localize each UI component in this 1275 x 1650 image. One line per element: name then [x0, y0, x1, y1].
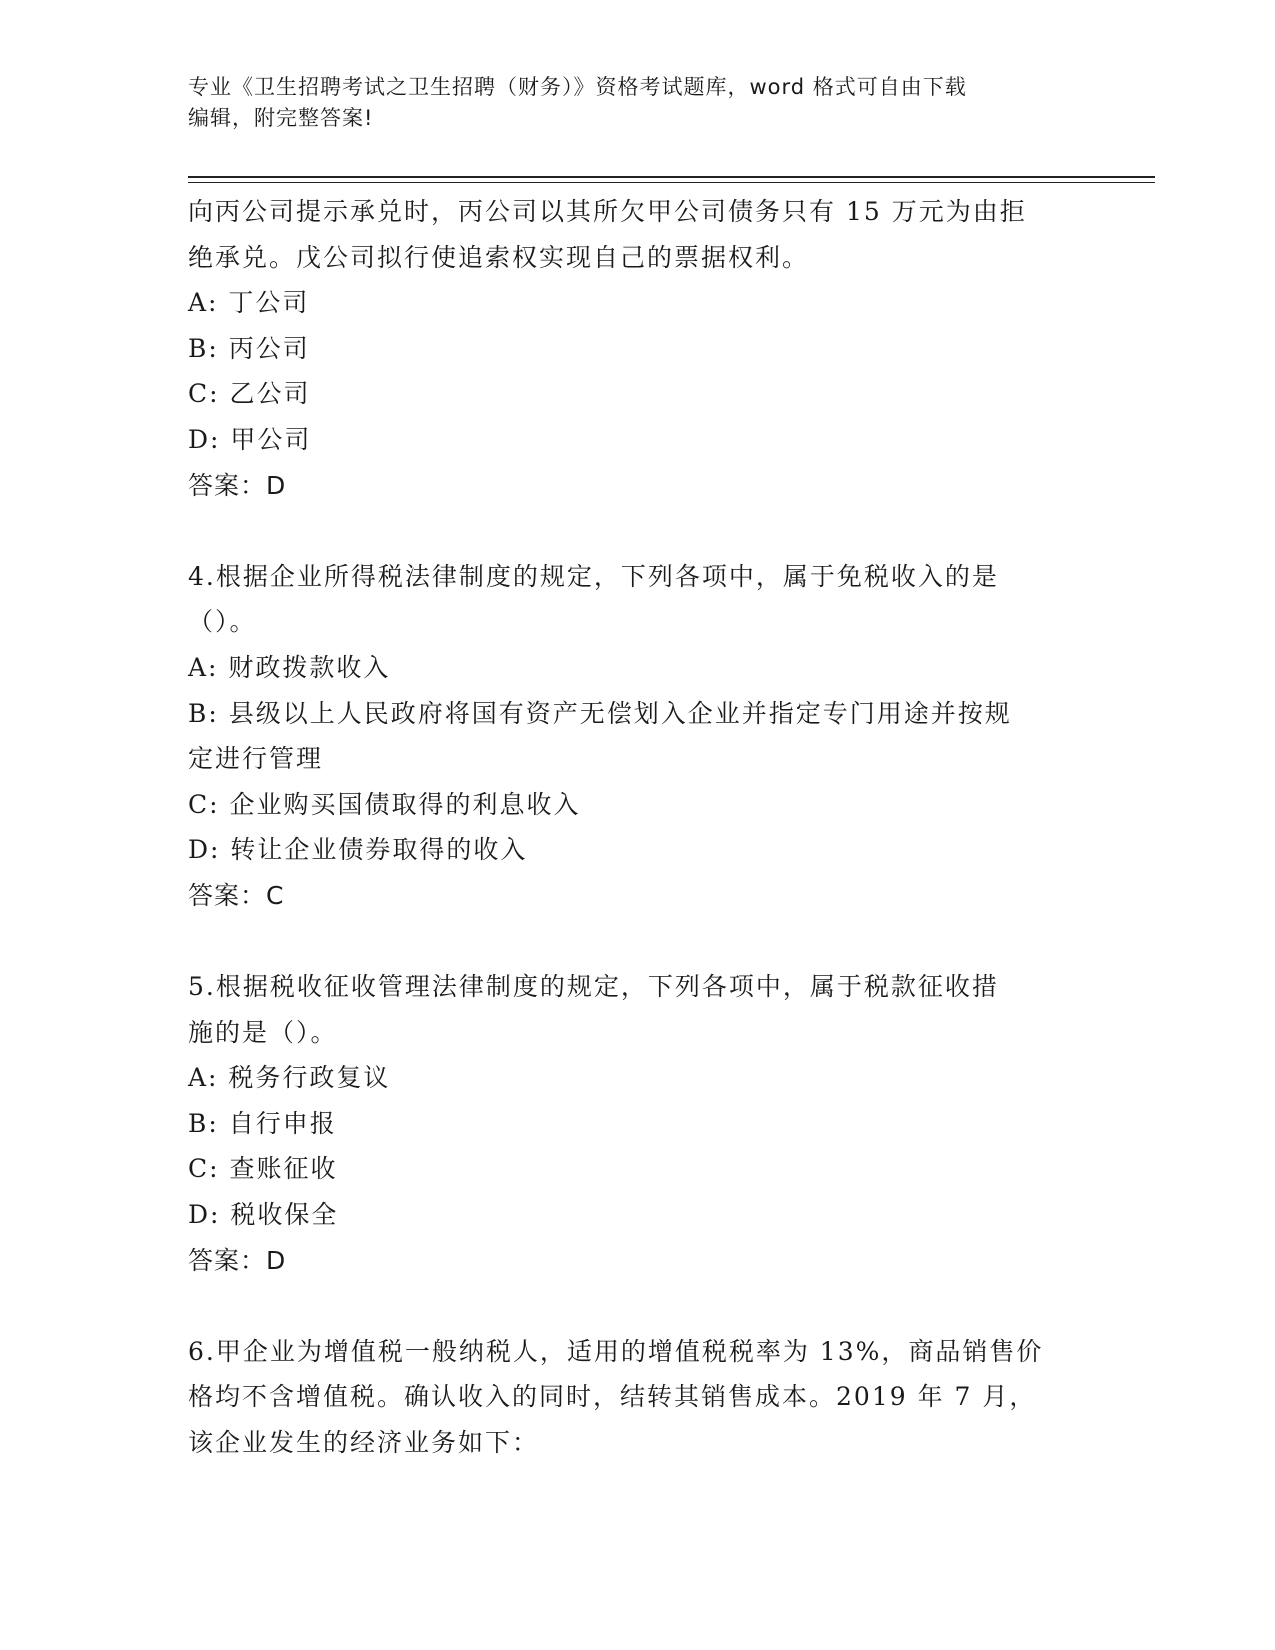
question-4 — [188, 554, 1088, 919]
question-5-option-d: D: 税收保全 — [188, 1200, 339, 1230]
question-3-stem-line-2: 绝承兑。戊公司拟行使追索权实现自己的票据权利。 — [188, 242, 810, 272]
question-3-stem-line-1: 向丙公司提示承兑时，丙公司以其所欠甲公司债务只有 15 万元为由拒 — [188, 197, 1027, 226]
header-divider-thin — [188, 182, 1155, 183]
question-5-stem-line-1: 5.根据税收征收管理法律制度的规定，下列各项中，属于税款征收措 — [188, 972, 999, 1002]
question-6-stem-line-2: 格均不含增值税。确认收入的同时，结转其销售成本。2019 年 7 月， — [188, 1382, 1037, 1412]
question-5 — [188, 964, 1088, 1283]
question-4-option-b-line-1: B: 县级以上人民政府将国有资产无偿划入企业并指定专门用途并按规 — [188, 698, 1012, 728]
question-4-stem-line-1: 4.根据企业所得税法律制度的规定，下列各项中，属于免税收入的是 — [188, 561, 999, 591]
question-list — [188, 189, 1088, 1466]
question-5-option-c: C: 查账征收 — [188, 1154, 338, 1184]
spacer — [188, 1283, 1088, 1329]
question-3-option-d: D: 甲公司 — [188, 424, 312, 454]
question-4-option-d: D: 转让企业债券取得的收入 — [188, 835, 528, 865]
spacer — [188, 508, 1088, 554]
question-5-stem-line-2: 施的是（）。 — [188, 1017, 338, 1047]
question-5-option-a: A: 税务行政复议 — [188, 1063, 391, 1093]
question-4-option-b-line-2: 定进行管理 — [188, 744, 324, 774]
question-4-option-a: A: 财政拨款收入 — [188, 652, 391, 682]
question-4-stem-line-2: （）。 — [188, 607, 257, 637]
question-5-answer: 答案：D — [188, 1245, 287, 1275]
question-5-option-b: B: 自行申报 — [188, 1108, 337, 1138]
spacer — [188, 919, 1088, 965]
question-3-option-c: C: 乙公司 — [188, 379, 311, 409]
question-3-option-b: B: 丙公司 — [188, 333, 310, 363]
question-3-answer: 答案：D — [188, 470, 287, 500]
question-6 — [188, 1329, 1088, 1466]
header-line-1: 专业《卫生招聘考试之卫生招聘（财务）》资格考试题库，word 格式可自由下载 — [188, 75, 967, 99]
question-3 — [188, 189, 1088, 508]
header-line-2: 编辑，附完整答案! — [188, 106, 374, 130]
document-header — [188, 72, 1088, 134]
question-6-stem-line-1: 6.甲企业为增值税一般纳税人，适用的增值税税率为 13%，商品销售价 — [188, 1336, 1044, 1366]
question-4-answer: 答案：C — [188, 880, 285, 910]
question-4-option-c: C: 企业购买国债取得的利息收入 — [188, 789, 581, 819]
question-6-stem-line-3: 该企业发生的经济业务如下： — [188, 1428, 540, 1458]
header-divider-thick — [188, 176, 1155, 178]
question-3-option-a: A: 丁公司 — [188, 288, 310, 318]
